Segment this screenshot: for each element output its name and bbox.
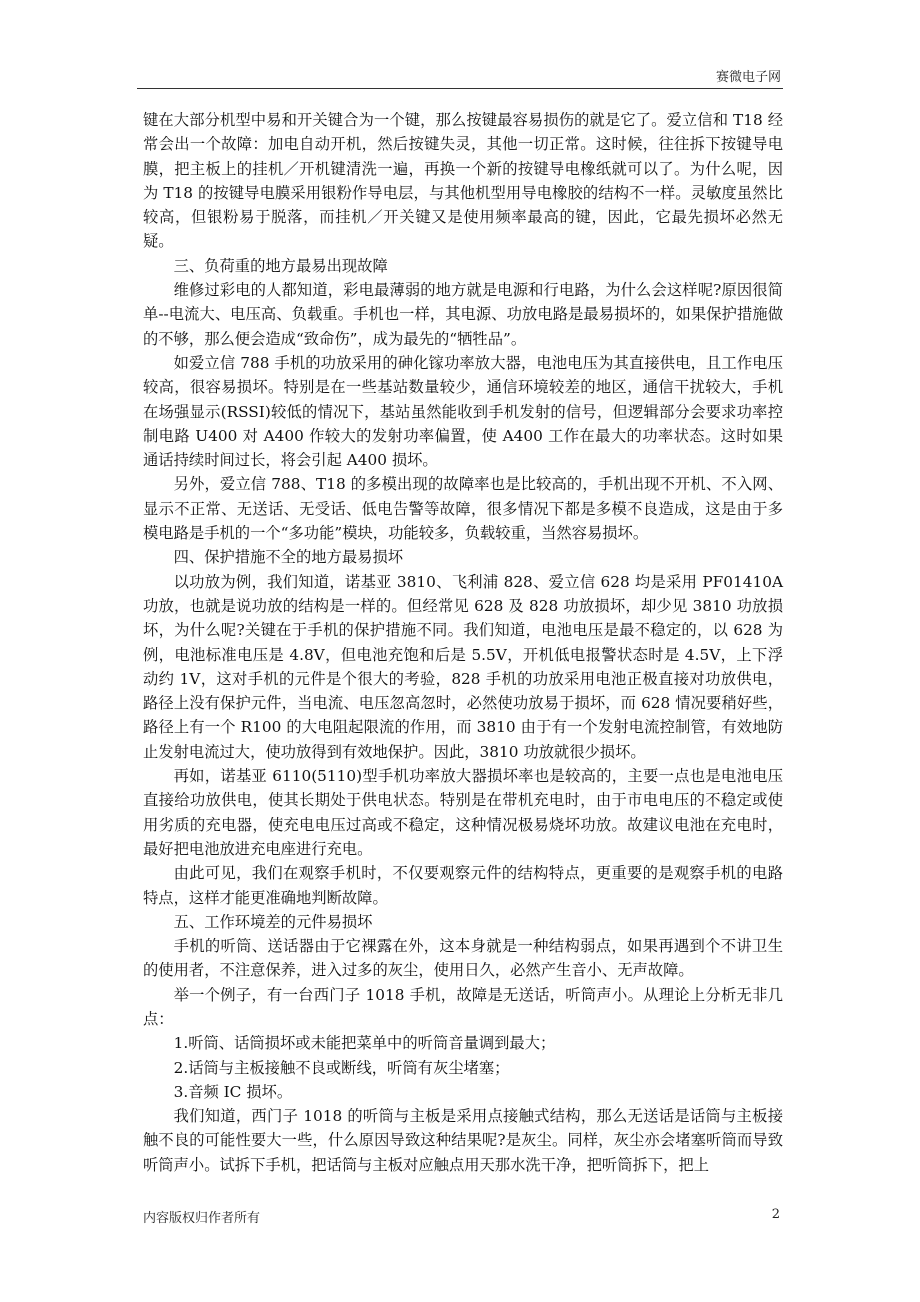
section-heading-4: 四、保护措施不全的地方最易损坏 xyxy=(173,548,404,567)
list-item: 3.音频 IC 损坏。 xyxy=(173,1082,293,1101)
header-divider xyxy=(137,88,783,89)
paragraph: 手机的听筒、送话器由于它裸露在外，这本身就是一种结构弱点，如果再遇到个不讲卫生的使用者，不注意保养，进入过多的灰尘，使用日久，必然产生音小、无声故障。 xyxy=(143,937,783,980)
header-site-name: 赛微电子网 xyxy=(715,70,781,85)
footer-copyright: 内容版权归作者所有 xyxy=(143,1211,261,1226)
paragraph: 举一个例子，有一台西门子 1018 手机，故障是无送话，听筒声小。从理论上分析无非几点： xyxy=(143,985,783,1028)
section-heading-5: 五、工作环境差的元件易损坏 xyxy=(173,912,373,931)
paragraph: 如爱立信 788 手机的功放采用的砷化镓功率放大器，电池电压为其直接供电，且工作电压较高，很容易损坏。特别是在一些基站数量较少，通信环境较差的地区，通信干扰较大，手机在场强显示(RSSI)较低的情况下，基站虽然能收到手机发射的信号，但逻辑部分会要求功率控制电路 U400 对 A400 作较大的发射功率偏置，使 A400 工作在最大的功率状态。这时如果通话持续时间过长，将会引起 A400 损坏。 xyxy=(143,353,783,470)
paragraph-continuation: 键在大部分机型中易和开关键合为一个键，那么按键最容易损伤的就是它了。爱立信和 T18 经常会出一个故障：加电自动开机，然后按键失灵，其他一切正常。这时候，往往拆下按键导电膜，把主板上的挂机／开机键清洗一遍，再换一个新的按键导电橡纸就可以了。为什么呢，因为 T18 的按键导电膜采用银粉作导电层，与其他机型用导电橡胶的结构不一样。灵敏度虽然比较高，但银粉易于脱落，而挂机／开关键又是使用频率最高的键，因此，它最先损坏必然无疑。 xyxy=(143,111,783,251)
paragraph: 由此可见，我们在观察手机时，不仅要观察元件的结构特点，更重要的是观察手机的电路特点，这样才能更准确地判断故障。 xyxy=(143,864,783,907)
paragraph: 另外，爱立信 788、T18 的多模出现的故障率也是比较高的，手机出现不开机、不入网、显示不正常、无送话、无受话、低电告警等故障，很多情况下都是多模不良造成，这是由于多模电路是手机的一个“多功能”模块，功能较多，负载较重，当然容易损坏。 xyxy=(143,475,783,543)
paragraph: 我们知道，西门子 1018 的听筒与主板是采用点接触式结构，那么无送话是话筒与主板接触不良的可能性要大一些，什么原因导致这种结果呢?是灰尘。同样，灰尘亦会堵塞听筒而导致听筒声小。试拆下手机，把话筒与主板对应触点用天那水洗干净，把听筒拆下，把上 xyxy=(143,1107,783,1174)
paragraph: 维修过彩电的人都知道，彩电最薄弱的地方就是电源和行电路，为什么会这样呢?原因很简单--电流大、电压高、负载重。手机也一样，其电源、功放电路是最易损坏的，如果保护措施做的不够，那么便会造成“致命伤”，成为最先的“牺牲品”。 xyxy=(143,281,783,348)
page-number: 2 xyxy=(771,1207,780,1222)
list-item: 2.话筒与主板接触不良或断线，听筒有灰尘堵塞； xyxy=(173,1058,510,1077)
paragraph: 再如，诺基亚 6110(5110)型手机功率放大器损坏率也是较高的，主要一点也是电池电压直接给功放供电，使其长期处于供电状态。特别是在带机充电时，由于市电电压的不稳定或使用劣质的充电器，使充电电压过高或不稳定，这种情况极易烧坏功放。故建议电池在充电时，最好把电池放进充电座进行充电。 xyxy=(143,767,783,858)
document-body xyxy=(143,108,783,1177)
list-item: 1.听筒、话筒损坏或未能把菜单中的听筒音量调到最大； xyxy=(173,1034,556,1053)
paragraph: 以功放为例，我们知道，诺基亚 3810、飞利浦 828、爱立信 628 均是采用 PF01410A 功放，也就是说功放的结构是一样的。但经常见 628 及 828 功放损坏，却少见 3810 功放损坏，为什么呢?关键在于手机的保护措施不同。我们知道，电池电压是最不稳定的，以 628 为例，电池标准电压是 4.8V，但电池充饱和后是 5.5V，开机低电报警状态时是 4.5V，上下浮动约 1V，这对手机的元件是个很大的考验，828 手机的功放采用电池正极直接对功放供电，路径上没有保护元件，当电流、电压忽高忽时，必然使功放易于损坏，而 628 情况要稍好些，路径上有一个 R100 的大电阻起限流的作用，而 3810 由于有一个发射电流控制管，有效地防止发射电流过大，使功放得到有效地保护。因此，3810 功放就很少损坏。 xyxy=(143,572,783,761)
section-heading-3: 三、负荷重的地方最易出现故障 xyxy=(173,256,388,275)
